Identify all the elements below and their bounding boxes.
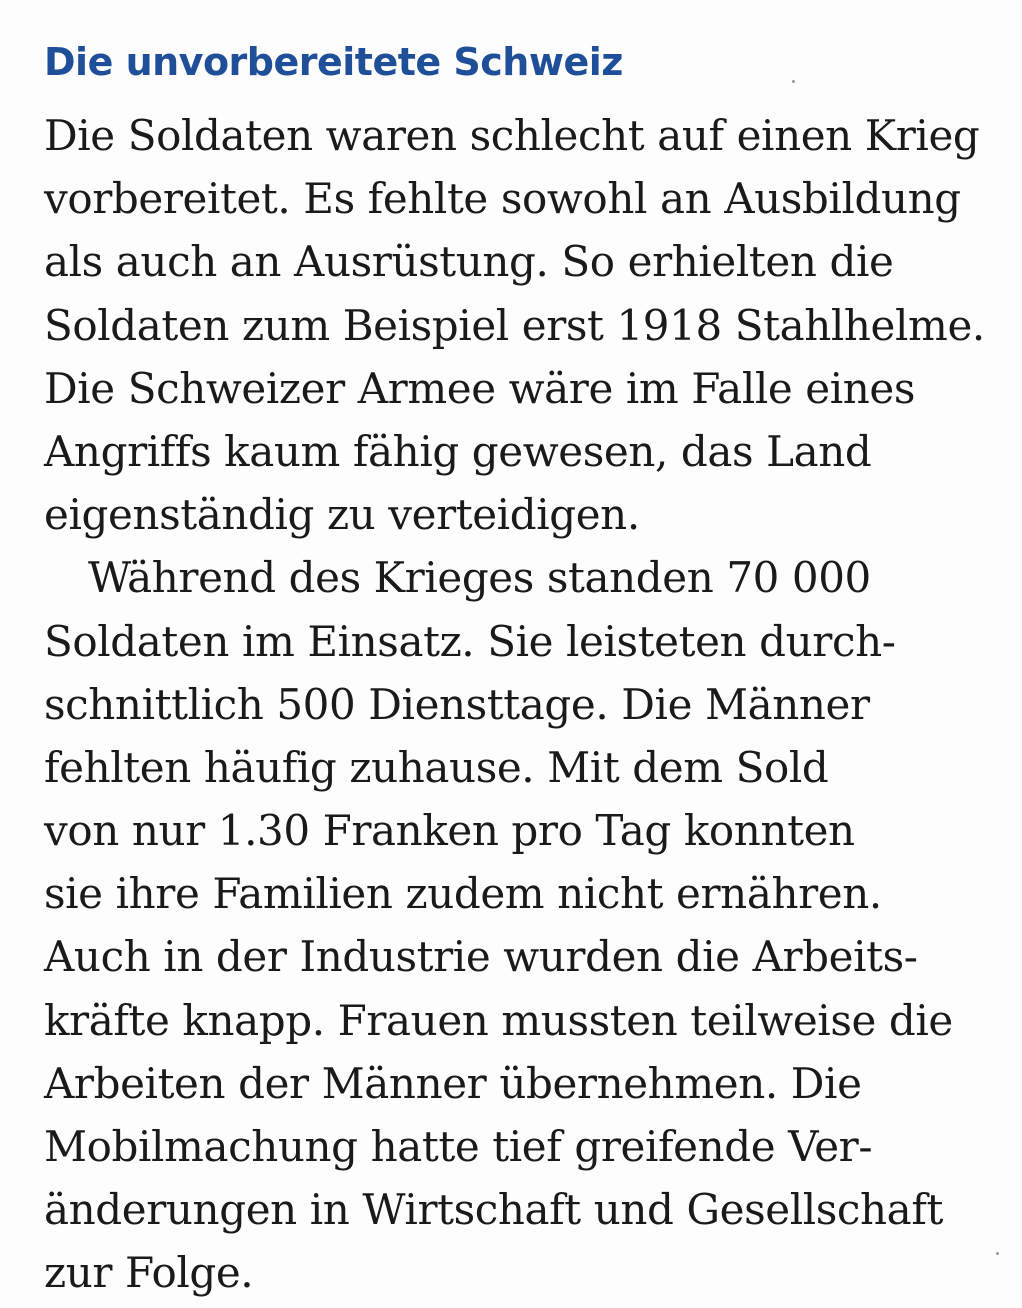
text-line: schnittlich 500 Diensttage. Die Männer	[44, 679, 870, 729]
text-line: zur Folge.	[44, 1248, 254, 1298]
text-line: fehlten häufig zuhause. Mit dem Sold	[44, 742, 829, 792]
text-line: eigenständig zu verteidigen.	[44, 490, 640, 540]
section-heading: Die unvorbereitete Schweiz	[44, 40, 623, 84]
text-line: Die Schweizer Armee wäre im Falle eines	[44, 363, 916, 413]
text-line-paragraph-start: Während des Krieges standen 70 000	[88, 553, 871, 603]
body-text	[44, 104, 1004, 1305]
text-line: kräfte knapp. Frauen mussten teilweise die	[44, 995, 953, 1045]
text-line: Soldaten zum Beispiel erst 1918 Stahlhelme.	[44, 300, 985, 350]
text-line: Arbeiten der Männer übernehmen. Die	[44, 1058, 862, 1108]
text-line: Mobilmachung hatte tief greifende Ver-	[44, 1122, 873, 1171]
text-line: Soldaten im Einsatz. Sie leisteten durch-	[44, 616, 896, 666]
text-line: vorbereitet. Es fehlte sowohl an Ausbildung	[44, 174, 961, 224]
scan-speck	[996, 1252, 999, 1255]
text-line: Angriffs kaum fähig gewesen, das Land	[44, 426, 872, 476]
text-line: als auch an Ausrüstung. So erhielten die	[44, 237, 894, 287]
text-line: änderungen in Wirtschaft und Gesellschaft	[44, 1185, 943, 1235]
text-line: sie ihre Familien zudem nicht ernähren.	[44, 869, 882, 919]
text-line: Auch in der Industrie wurden die Arbeits-	[44, 932, 918, 982]
text-line: Die Soldaten waren schlecht auf einen Krieg	[44, 111, 980, 160]
scan-speck	[792, 80, 795, 83]
text-line: von nur 1.30 Franken pro Tag konnten	[44, 806, 855, 856]
